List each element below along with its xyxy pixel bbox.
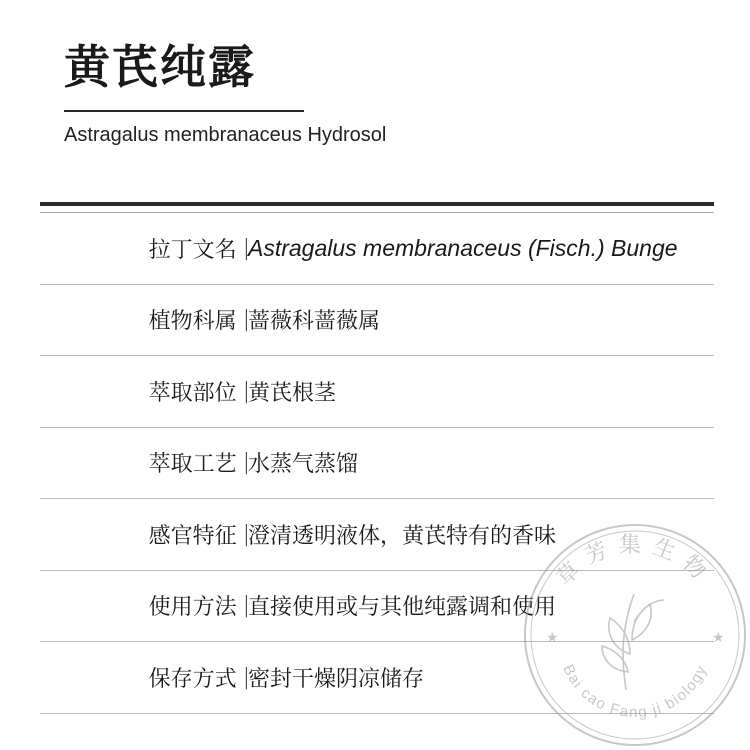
spec-row-latin-name	[40, 213, 714, 285]
seal-star-right-icon: ★	[712, 630, 725, 646]
spec-label: 萃取部位	[148, 380, 237, 406]
title-underline	[64, 110, 304, 112]
label-separator: |	[242, 450, 250, 476]
spec-label: 感官特征	[148, 523, 237, 549]
spec-value: 澄清透明液体，黄芪特有的香味	[248, 523, 557, 549]
spec-row-usage	[40, 571, 714, 643]
label-separator: |	[242, 378, 250, 404]
page-title: 黄芪纯露	[64, 40, 256, 94]
seal-chinese-text: 草芳集生物	[552, 533, 718, 592]
spec-value: 黄芪根茎	[248, 380, 337, 406]
label-separator: |	[242, 307, 250, 333]
spec-value: Astragalus membranaceus (Fisch.) Bunge	[248, 234, 678, 261]
label-separator: |	[242, 664, 250, 690]
spec-label: 使用方法	[148, 595, 237, 621]
page-subtitle: Astragalus membranaceus Hydrosol	[64, 124, 387, 146]
table-top-rule	[40, 202, 714, 206]
seal-latin-text: Bai cao Fang ji biology	[559, 661, 711, 722]
spec-row-sensory	[40, 499, 714, 571]
spec-value: 水蒸气蒸馏	[248, 452, 359, 478]
spec-label: 保存方式	[148, 666, 237, 692]
seal-star-left-icon: ★	[546, 630, 559, 646]
spec-label: 拉丁文名	[148, 237, 237, 263]
spec-label: 萃取工艺	[148, 452, 237, 478]
label-separator: |	[242, 235, 250, 261]
label-separator: |	[242, 593, 250, 619]
spec-value: 蔷薇科蔷薇属	[248, 309, 381, 335]
spec-table	[0, 213, 750, 714]
spec-row-family	[40, 285, 714, 357]
spec-value: 直接使用或与其他纯露调和使用	[248, 595, 557, 621]
spec-label: 植物科属	[148, 309, 237, 335]
spec-value: 密封干燥阴凉储存	[248, 666, 425, 692]
spec-row-storage	[40, 642, 714, 714]
spec-row-process	[40, 428, 714, 500]
label-separator: |	[242, 521, 250, 547]
spec-row-part	[40, 356, 714, 428]
